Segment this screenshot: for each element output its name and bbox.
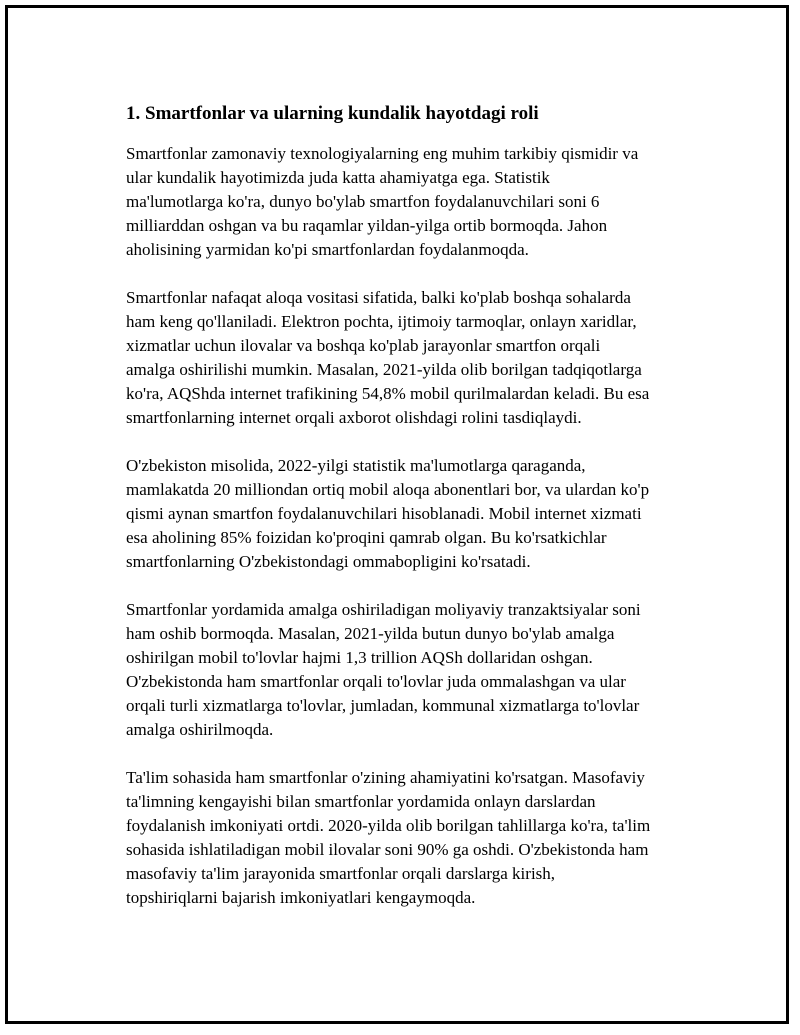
text-line: ta'limning kengayishi bilan smartfonlar yordamida onlayn darslardan bbox=[126, 792, 596, 811]
page-frame bbox=[5, 5, 789, 1024]
text-line: masofaviy ta'lim jarayonida smartfonlar orqali darslarga kirish, bbox=[126, 864, 556, 883]
text-line: ma'lumotlarga ko'ra, dunyo bo'ylab smartfon foydalanuvchilari soni 6 bbox=[126, 192, 600, 211]
text-line: ular kundalik hayotimizda juda katta ahamiyatga ega. Statistik bbox=[126, 168, 550, 187]
paragraph-4 bbox=[126, 598, 706, 742]
text-line: oshirilgan mobil to'lovlar hajmi 1,3 trillion AQSh dollaridan oshgan. bbox=[126, 648, 593, 667]
text-line: sohasida ishlatiladigan mobil ilovalar soni 90% ga oshdi. O'zbekistonda ham bbox=[126, 840, 649, 859]
text-line: amalga oshirilishi mumkin. Masalan, 2021-yilda olib borilgan tadqiqotlarga bbox=[126, 360, 642, 379]
text-line: Smartfonlar nafaqat aloqa vositasi sifatida, balki ko'plab boshqa sohalarda bbox=[126, 288, 631, 307]
text-line: foydalanish imkoniyati ortdi. 2020-yilda olib borilgan tahlillarga ko'ra, ta'lim bbox=[126, 816, 651, 835]
text-line: smartfonlarning O'zbekistondagi ommabopligini ko'rsatadi. bbox=[126, 552, 531, 571]
text-line: mamlakatda 20 milliondan ortiq mobil aloqa abonentlari bor, va ulardan ko'p bbox=[126, 480, 650, 499]
section-heading: 1. Smartfonlar va ularning kundalik hayotdagi roli bbox=[126, 103, 539, 124]
text-line: amalga oshirilmoqda. bbox=[126, 720, 274, 739]
paragraph-1 bbox=[126, 142, 706, 262]
text-line: Smartfonlar zamonaviy texnologiyalarning eng muhim tarkibiy qismidir va bbox=[126, 144, 639, 163]
text-line: esa aholining 85% foizidan ko'proqini qamrab olgan. Bu ko'rsatkichlar bbox=[126, 528, 607, 547]
text-line: topshiriqlarni bajarish imkoniyatlari kengaymoqda. bbox=[126, 888, 476, 907]
text-line: O'zbekistonda ham smartfonlar orqali to'lovlar juda ommalashgan va ular bbox=[126, 672, 626, 691]
document-body bbox=[126, 100, 706, 934]
text-line: Ta'lim sohasida ham smartfonlar o'zining ahamiyatini ko'rsatgan. Masofaviy bbox=[126, 768, 645, 787]
text-line: orqali turli xizmatlarga to'lovlar, jumladan, kommunal xizmatlarga to'lovlar bbox=[126, 696, 640, 715]
paragraph-3 bbox=[126, 454, 706, 574]
paragraph-5 bbox=[126, 766, 706, 910]
text-line: ko'ra, AQShda internet trafikining 54,8% mobil qurilmalardan keladi. Bu esa bbox=[126, 384, 650, 403]
text-line: xizmatlar uchun ilovalar va boshqa ko'plab jarayonlar smartfon orqali bbox=[126, 336, 601, 355]
text-line: Smartfonlar yordamida amalga oshiriladigan moliyaviy tranzaktsiyalar soni bbox=[126, 600, 641, 619]
text-line: qismi aynan smartfon foydalanuvchilari hisoblanadi. Mobil internet xizmati bbox=[126, 504, 642, 523]
text-line: ham keng qo'llaniladi. Elektron pochta, ijtimoiy tarmoqlar, onlayn xaridlar, bbox=[126, 312, 637, 331]
text-line: O'zbekiston misolida, 2022-yilgi statistik ma'lumotlarga qaraganda, bbox=[126, 456, 586, 475]
text-line: aholisining yarmidan ko'pi smartfonlardan foydalanmoqda. bbox=[126, 240, 529, 259]
text-line: milliarddan oshgan va bu raqamlar yildan-yilga ortib bormoqda. Jahon bbox=[126, 216, 608, 235]
text-line: smartfonlarning internet orqali axborot olishdagi rolini tasdiqlaydi. bbox=[126, 408, 582, 427]
paragraph-2 bbox=[126, 286, 706, 430]
text-line: ham oshib bormoqda. Masalan, 2021-yilda butun dunyo bo'ylab amalga bbox=[126, 624, 615, 643]
